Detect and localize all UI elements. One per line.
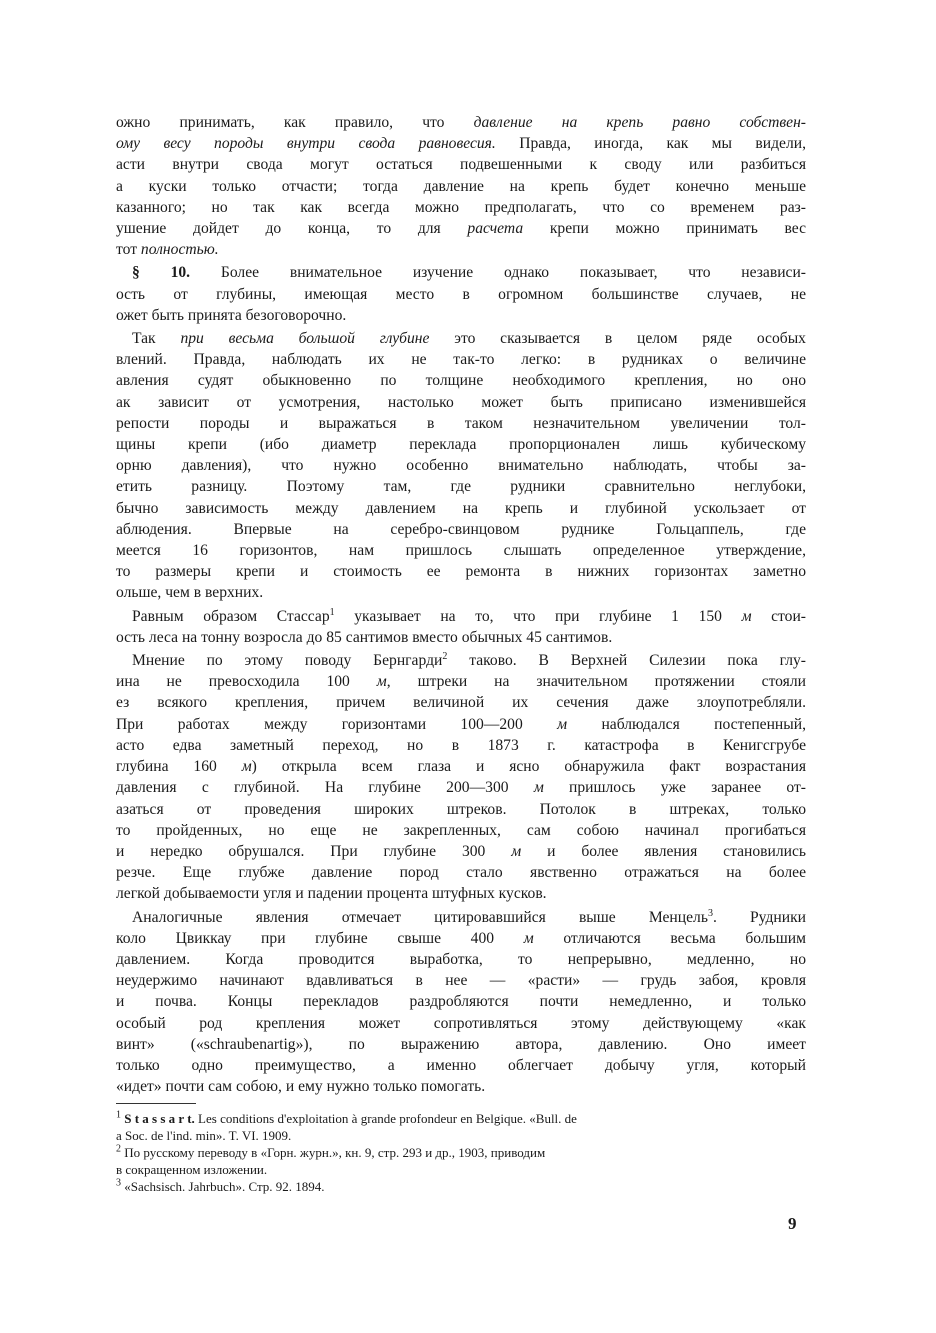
footnote-rule: [116, 1103, 196, 1104]
text-line: влений. Правда, наблюдать их не так-то легко: в рудниках о величине: [116, 351, 806, 369]
text-line: коло Цвиккау при глубине свыше 400 м отличаются весьма большим: [116, 929, 806, 947]
text-line: «идет» почти сам собою, и ему нужно только помогать.: [116, 1078, 486, 1096]
text-line: асти внутри свода могут остаться подвешенными к своду или разбиться: [116, 156, 806, 174]
text-line: то размеры крепи и стоимость ее ремонта в нижних горизонтах заметно: [116, 563, 806, 581]
text-line: тот полностью.: [116, 241, 219, 259]
text-line: только одно преимущество, а именно облегчает добычу угля, который: [116, 1056, 806, 1074]
text-line: § 10. Более внимательное изучение однако показывает, что независи-: [132, 264, 806, 282]
footnote-line: $^1$ S t a s s a r t. Les conditions d'exploitation à grande profondeur en Belgique. «Bull. de: [116, 1110, 577, 1126]
text-line: ина не превосходила 100 м, штреки на значительном протяжении стояли: [116, 673, 806, 691]
text-line: При работах между горизонтами 100—200 м наблюдался постепенный,: [116, 715, 806, 733]
text-line: неудержимо начинают вдавливаться в нее — «расти» — грудь забоя, кровля: [116, 972, 806, 990]
text-line: ольше, чем в верхних.: [116, 584, 264, 602]
text-line: авления судят обыкновенно по толщине необходимого крепления, но оно: [116, 372, 806, 390]
paragraph: [116, 262, 806, 326]
text-line: аблюдения. Впервые на серебро-свинцовом руднике Гольцаппель, где: [116, 520, 806, 538]
text-line: давлением. Когда проводится выработка, то непрерывно, медленно, но: [116, 950, 806, 968]
text-line: меется 16 горизонтов, нам пришлось слышать определенное утверждение,: [116, 542, 806, 560]
page-number: 9: [788, 1214, 797, 1233]
footnote-line: $^3$ «Sachsisch. Jahrbuch». Стр. 92. 1894.: [116, 1178, 325, 1194]
text-line: щины крепи (ибо диаметр переклада пропорционален лишь кубическому: [116, 436, 806, 454]
text-line: то пройденных, но еще не закрепленных, сам собою начинал прогибаться: [116, 821, 806, 839]
paragraph: [116, 606, 806, 648]
footnote-line: в сокращенном изложении.: [116, 1162, 268, 1177]
text-line: давления с глубиной. На глубине 200—300 м пришлось уже заранее от-: [116, 779, 806, 797]
text-line: ость леса на тонну возросла до 85 сантимов вместо обычных 45 сантимов.: [116, 628, 613, 646]
paragraph: [116, 112, 806, 260]
page-body: [116, 112, 806, 1099]
text-line: бычно зависимость между давлением на крепь и глубиной ускользает от: [116, 499, 806, 517]
text-line: орню давления), что нужно особенно внимательно наблюдать, чтобы за-: [116, 457, 806, 475]
text-line: резче. Еще глубже давление пород стало явственно отражаться на более: [116, 864, 806, 882]
text-line: ому весу породы внутри свода равновесия. Правда, иногда, как мы видели,: [116, 135, 806, 153]
paragraph: [116, 907, 806, 1098]
text-line: етить разницу. Поэтому там, где рудники сравнительно неглубоки,: [116, 478, 806, 496]
text-line: асто едва заметный переход, но в 1873 г. катастрофа в Кенигсгрубе: [116, 736, 806, 754]
text-line: ак зависит от усмотрения, настолько может быть приписано изменившейся: [116, 393, 806, 411]
text-line: ушение дойдет до конца, то для расчета крепи можно принимать вес: [116, 220, 806, 238]
text-line: ожет быть принята безоговорочно.: [116, 306, 347, 324]
paragraph: [116, 328, 806, 604]
text-line: винт» («schraubenartig»), по выражению автора, давлению. Оно имеет: [116, 1035, 806, 1053]
footnotes: [116, 1110, 806, 1195]
text-line: Равным образом Стассар$^1$ указывает на то, что при глубине 1 150 м стои-: [132, 606, 806, 625]
text-line: а куски только отчасти; тогда давление на крепь будет конечно меньше: [116, 177, 806, 195]
text-line: Мнение по этому поводу Бернгарди$^2$ таково. В Верхней Силезии пока глу-: [132, 650, 806, 670]
text-line: ость от глубины, имеющая место в огромном большинстве случаев, не: [116, 285, 806, 303]
text-line: ожно принимать, как правило, что давление на крепь равно собствен-: [116, 114, 806, 131]
footnote-line: a Soc. de l'ind. min». T. VI. 1909.: [116, 1128, 292, 1143]
text-line: легкой добываемости угля и падении процента штуфных кусков.: [116, 885, 547, 903]
text-line: особый род крепления может сопротивляться этому действующему «как: [116, 1014, 806, 1032]
text-line: глубина 160 м) открыла всем глаза и ясно обнаружила факт возрастания: [116, 758, 806, 776]
text-line: Аналогичные явления отмечает цитировавшийся выше Менцель$^3$. Рудники: [132, 907, 806, 926]
text-line: ез всякого крепления, причем величиной их сечения даже злоупотребляли.: [116, 694, 806, 712]
text-line: азаться от проведения широких штреков. Потолок в штреках, только: [116, 800, 806, 818]
footnote-line: $^2$ По русскому переводу в «Горн. журн.», кн. 9, стр. 293 и др., 1903, приводим: [116, 1144, 546, 1160]
text-line: казанного; но так как всегда можно предполагать, что со временем раз-: [116, 198, 806, 216]
paragraph: [116, 650, 806, 904]
text-line: Так при весьма большой глубине это сказывается в целом ряде особых: [132, 330, 806, 348]
text-line: репости породы и выражаться в таком незначительном увеличении тол-: [116, 414, 806, 432]
text-line: и нередко обрушался. При глубине 300 м и более явления становились: [116, 842, 806, 860]
text-line: и почва. Концы перекладов раздробляются почти немедленно, и только: [116, 993, 806, 1011]
